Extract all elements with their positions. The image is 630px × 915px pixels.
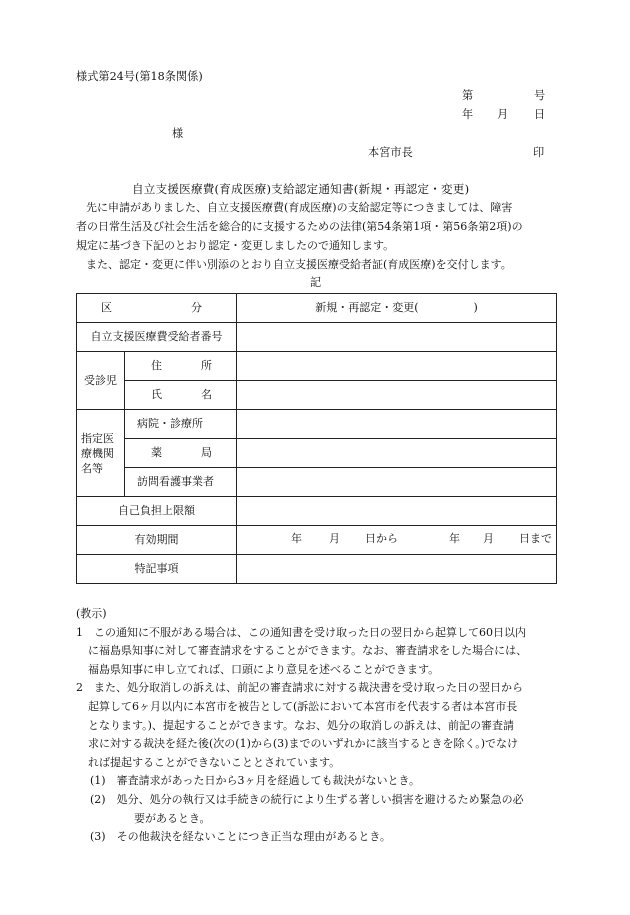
period-day-from: 日から — [365, 532, 398, 545]
date-year: 年 — [462, 108, 474, 121]
form-number: 様式第24号(第18条関係) — [76, 70, 203, 83]
name-value[interactable] — [237, 381, 557, 410]
period-day-to: 日まで — [519, 532, 552, 545]
table-row — [77, 381, 557, 410]
designated-label-line: 療機関 — [81, 446, 114, 460]
instructions-heading: (教示) — [76, 607, 107, 620]
table-row — [77, 352, 557, 381]
nursing-value[interactable] — [237, 468, 557, 497]
name-label-a: 氏 — [151, 388, 162, 402]
kubun-label-a: 区 — [101, 301, 112, 315]
patient-label: 受診児 — [77, 352, 125, 410]
period-year-from: 年 — [291, 532, 302, 545]
recipient-number-value[interactable] — [237, 323, 557, 352]
table-row — [77, 294, 557, 323]
document-title: 自立支援医療費(育成医療)支給認定通知書(新規・再認定・変更) — [132, 182, 470, 196]
name-label — [125, 381, 237, 410]
address-label-b: 所 — [201, 359, 212, 373]
sub-note-line: 要があるとき。 — [134, 811, 211, 825]
pharmacy-label-a: 薬 — [151, 446, 162, 460]
sender-name: 本宮市長 — [368, 146, 413, 159]
addressee-honorific: 様 — [172, 127, 184, 140]
hospital-value[interactable] — [237, 410, 557, 439]
note-line: れば提起することができないこととされています。 — [88, 755, 341, 769]
document-number-suffix: 号 — [534, 89, 546, 102]
kubun-label — [77, 294, 237, 323]
date-month: 月 — [497, 108, 509, 121]
address-label — [125, 352, 237, 381]
note-line: 福島県知事に申し立てれば、口頭により意見を述べることができます。 — [88, 662, 440, 676]
table-row — [77, 526, 557, 555]
limit-label: 自己負担上限額 — [77, 497, 237, 526]
ki-heading: 記 — [310, 276, 322, 289]
period-year-to: 年 — [449, 532, 460, 545]
limit-value[interactable] — [237, 497, 557, 526]
sub-note-line: (2) 処分、処分の執行又は手続きの続行により生ずる著しい損害を避けるため緊急の必 — [90, 792, 524, 806]
designated-label-line: 指定医 — [81, 431, 114, 445]
date-day: 日 — [534, 108, 546, 121]
seal-mark: 印 — [533, 146, 545, 159]
note-line: 1 この通知に不服がある場合は、この通知書を受け取った日の翌日から起算して60日以内 — [76, 625, 526, 639]
sub-note-line: (1) 審査請求があった日から3ヶ月を経過しても裁決がないとき。 — [90, 774, 421, 788]
table-row — [77, 468, 557, 497]
nursing-label: 訪問看護事業者 — [125, 468, 237, 497]
designated-label-line: 名等 — [81, 461, 103, 475]
designated-institution-label — [77, 410, 125, 497]
pharmacy-label — [125, 439, 237, 468]
note-line: に福島県知事に対して審査請求をすることができます。なお、審査請求をした場合には、 — [88, 644, 528, 658]
period-value[interactable] — [237, 526, 557, 555]
note-line: 2 また、処分取消しの訴えは、前記の審査請求に対する裁決書を受け取った日の翌日から — [76, 681, 523, 695]
table-row — [77, 497, 557, 526]
remarks-label: 特記事項 — [77, 555, 237, 584]
address-label-a: 住 — [151, 359, 162, 373]
intro-paragraph — [76, 198, 556, 274]
certification-table — [76, 293, 557, 584]
table-row — [77, 439, 557, 468]
table-row — [77, 555, 557, 584]
note-line: 求に対する裁決を経た後(次の(1)から(3)までのいずれかに該当するときを除く。)でなけ — [88, 737, 519, 751]
name-label-b: 名 — [201, 388, 212, 402]
period-month-to: 月 — [483, 532, 494, 545]
period-month-from: 月 — [329, 532, 340, 545]
document-number-prefix: 第 — [462, 89, 474, 102]
pharmacy-label-b: 局 — [201, 446, 212, 460]
intro-line: 規定に基づき下記のとおり認定・変更しましたので通知します。 — [76, 239, 395, 252]
sub-note-line: (3) その他裁決を経ないことにつき正当な理由があるとき。 — [90, 830, 391, 844]
period-label: 有効期間 — [77, 526, 237, 555]
pharmacy-value[interactable] — [237, 439, 557, 468]
intro-line: 先に申請がありました、自立支援医療費(育成医療)の支給認定等につきましては、障害 — [86, 201, 513, 214]
note-line: 起算して6ヶ月以内に本宮市を被告として(訴訟において本宮市を代表する者は本宮市長 — [88, 699, 518, 713]
kubun-label-b: 分 — [191, 301, 202, 315]
intro-line: 者の日常生活及び社会生活を総合的に支援するための法律(第54条第1項・第56条第2項)の — [76, 220, 523, 233]
kubun-value[interactable]: 新規・再認定・変更( ) — [237, 294, 557, 323]
note-line: となります。)、提起することができます。なお、処分の取消しの訴えは、前記の審査請 — [88, 718, 515, 732]
table-row — [77, 410, 557, 439]
instructions — [76, 605, 560, 847]
recipient-number-label: 自立支援医療費受給者番号 — [77, 323, 237, 352]
hospital-label: 病院・診療所 — [125, 410, 237, 439]
intro-line: また、認定・変更に伴い別添のとおり自立支援医療受給者証(育成医療)を交付します。 — [86, 258, 512, 271]
remarks-value[interactable] — [237, 555, 557, 584]
address-value[interactable] — [237, 352, 557, 381]
table-row — [77, 323, 557, 352]
